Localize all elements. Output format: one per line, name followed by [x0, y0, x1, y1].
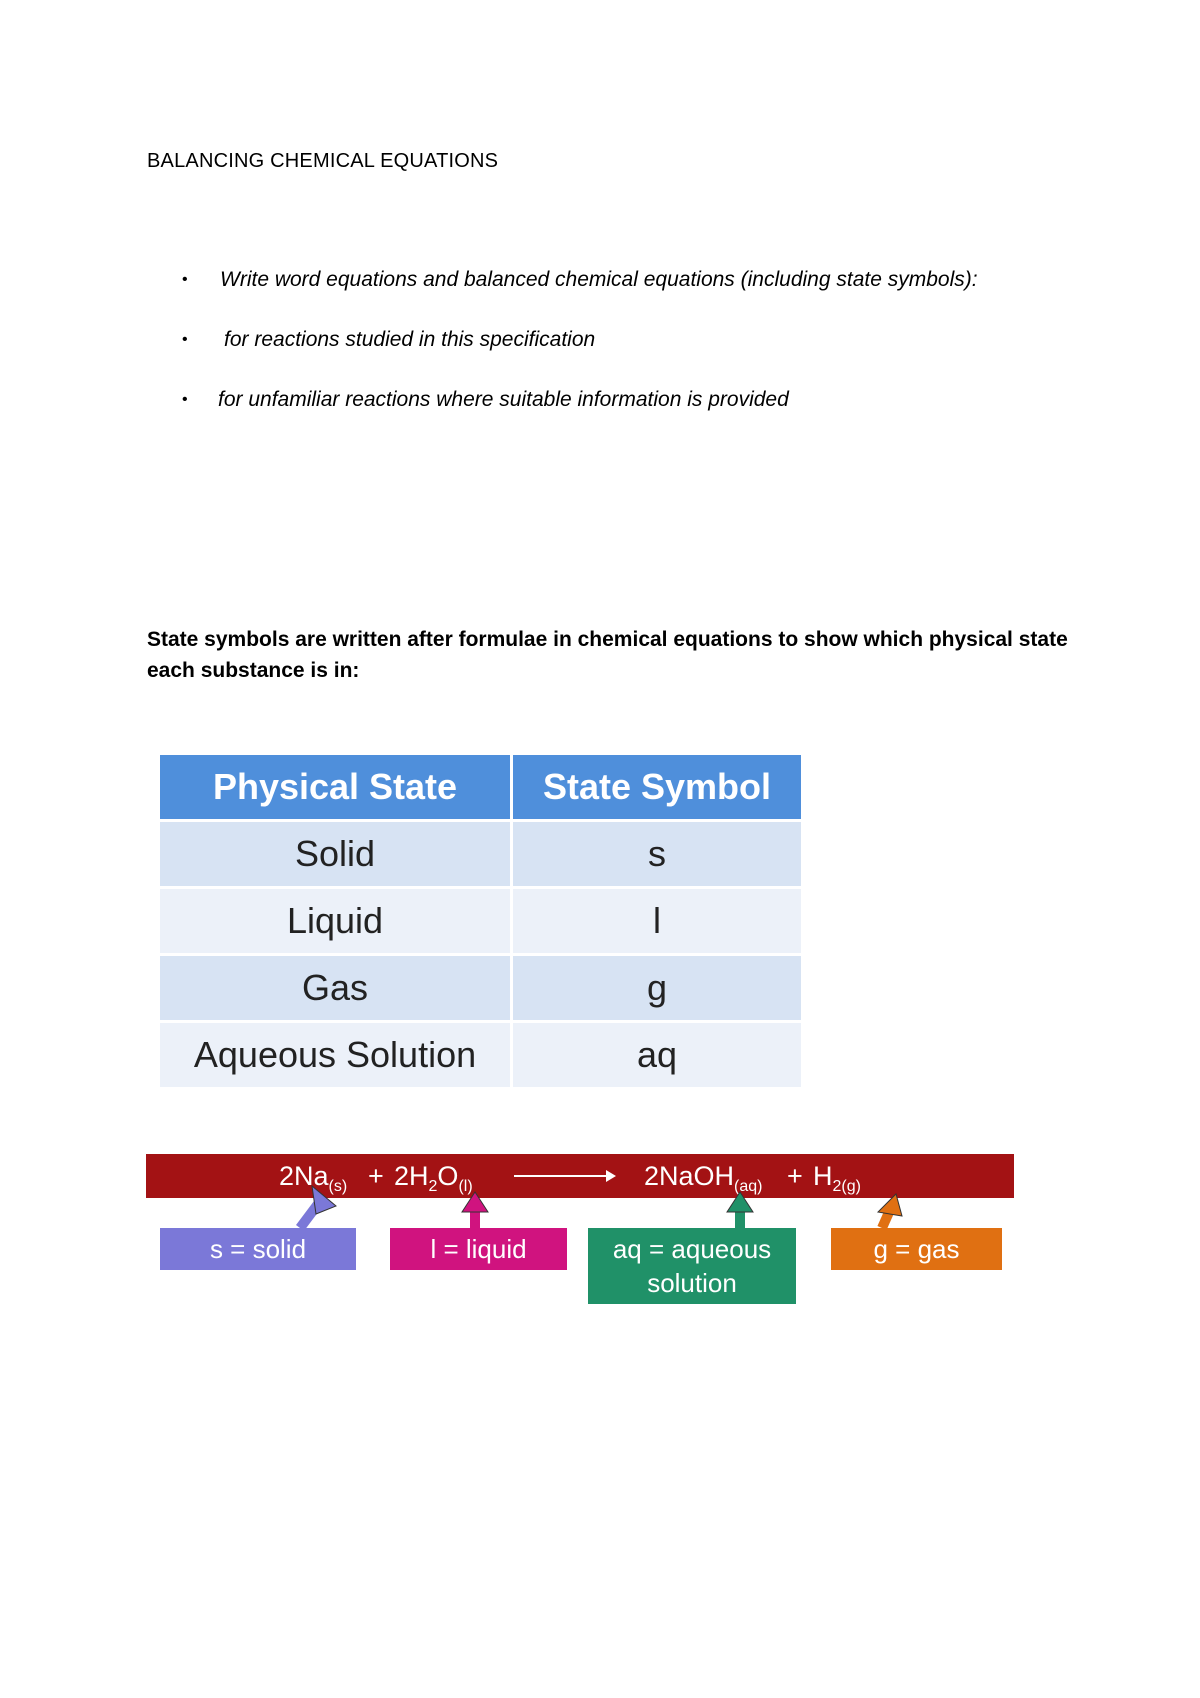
label-solid: s = solid [160, 1228, 356, 1270]
equation-plus: + [368, 1161, 384, 1191]
formula-text: 2NaOH [644, 1161, 735, 1191]
subscript: 2 [428, 1178, 438, 1195]
table-cell: Gas [160, 956, 510, 1020]
formula-text: H [813, 1161, 833, 1191]
state-symbol: 2(g) [832, 1178, 861, 1195]
formula-text: 2Na [279, 1161, 329, 1191]
table-cell: g [513, 956, 801, 1020]
intro-paragraph: State symbols are written after formulae in chemical equations to show which physical state each substance is in: [147, 628, 1068, 682]
arrow-liquid-icon [462, 1192, 488, 1228]
table-cell: aq [513, 1023, 801, 1087]
label-gas: g = gas [831, 1228, 1002, 1270]
bullet-icon: • [182, 331, 188, 348]
bullet-icon: • [182, 271, 188, 288]
equation-plus: + [787, 1161, 803, 1191]
arrow-aqueous-icon [727, 1192, 753, 1228]
list-item-text: Write word equations and balanced chemical equations (including state symbols): [220, 268, 978, 291]
label-aqueous-line2: solution [647, 1268, 737, 1298]
arrow-gas-icon [878, 1194, 902, 1228]
document-title: BALANCING CHEMICAL EQUATIONS [147, 150, 499, 172]
formula-text: O [437, 1161, 459, 1191]
table-cell: Aqueous Solution [160, 1023, 510, 1087]
label-aqueous-line1: aq = aqueous [612, 1234, 772, 1264]
state-symbol: (s) [328, 1178, 348, 1195]
label-aqueous [588, 1228, 796, 1304]
bullet-icon: • [182, 391, 188, 408]
label-liquid: l = liquid [390, 1228, 567, 1270]
column-header-physical-state: Physical State [160, 755, 510, 819]
list-item-text: for reactions studied in this specification [224, 328, 596, 351]
table-cell: Liquid [160, 889, 510, 953]
column-header-state-symbol: State Symbol [513, 755, 801, 819]
formula-text: 2H [394, 1161, 429, 1191]
arrow-solid-icon [300, 1186, 336, 1228]
state-symbol: (aq) [734, 1178, 763, 1195]
table-cell: s [513, 822, 801, 886]
list-item-text: for unfamiliar reactions where suitable information is provided [218, 388, 789, 411]
table-cell: Solid [160, 822, 510, 886]
table-cell: l [513, 889, 801, 953]
state-symbol: (l) [458, 1178, 473, 1195]
